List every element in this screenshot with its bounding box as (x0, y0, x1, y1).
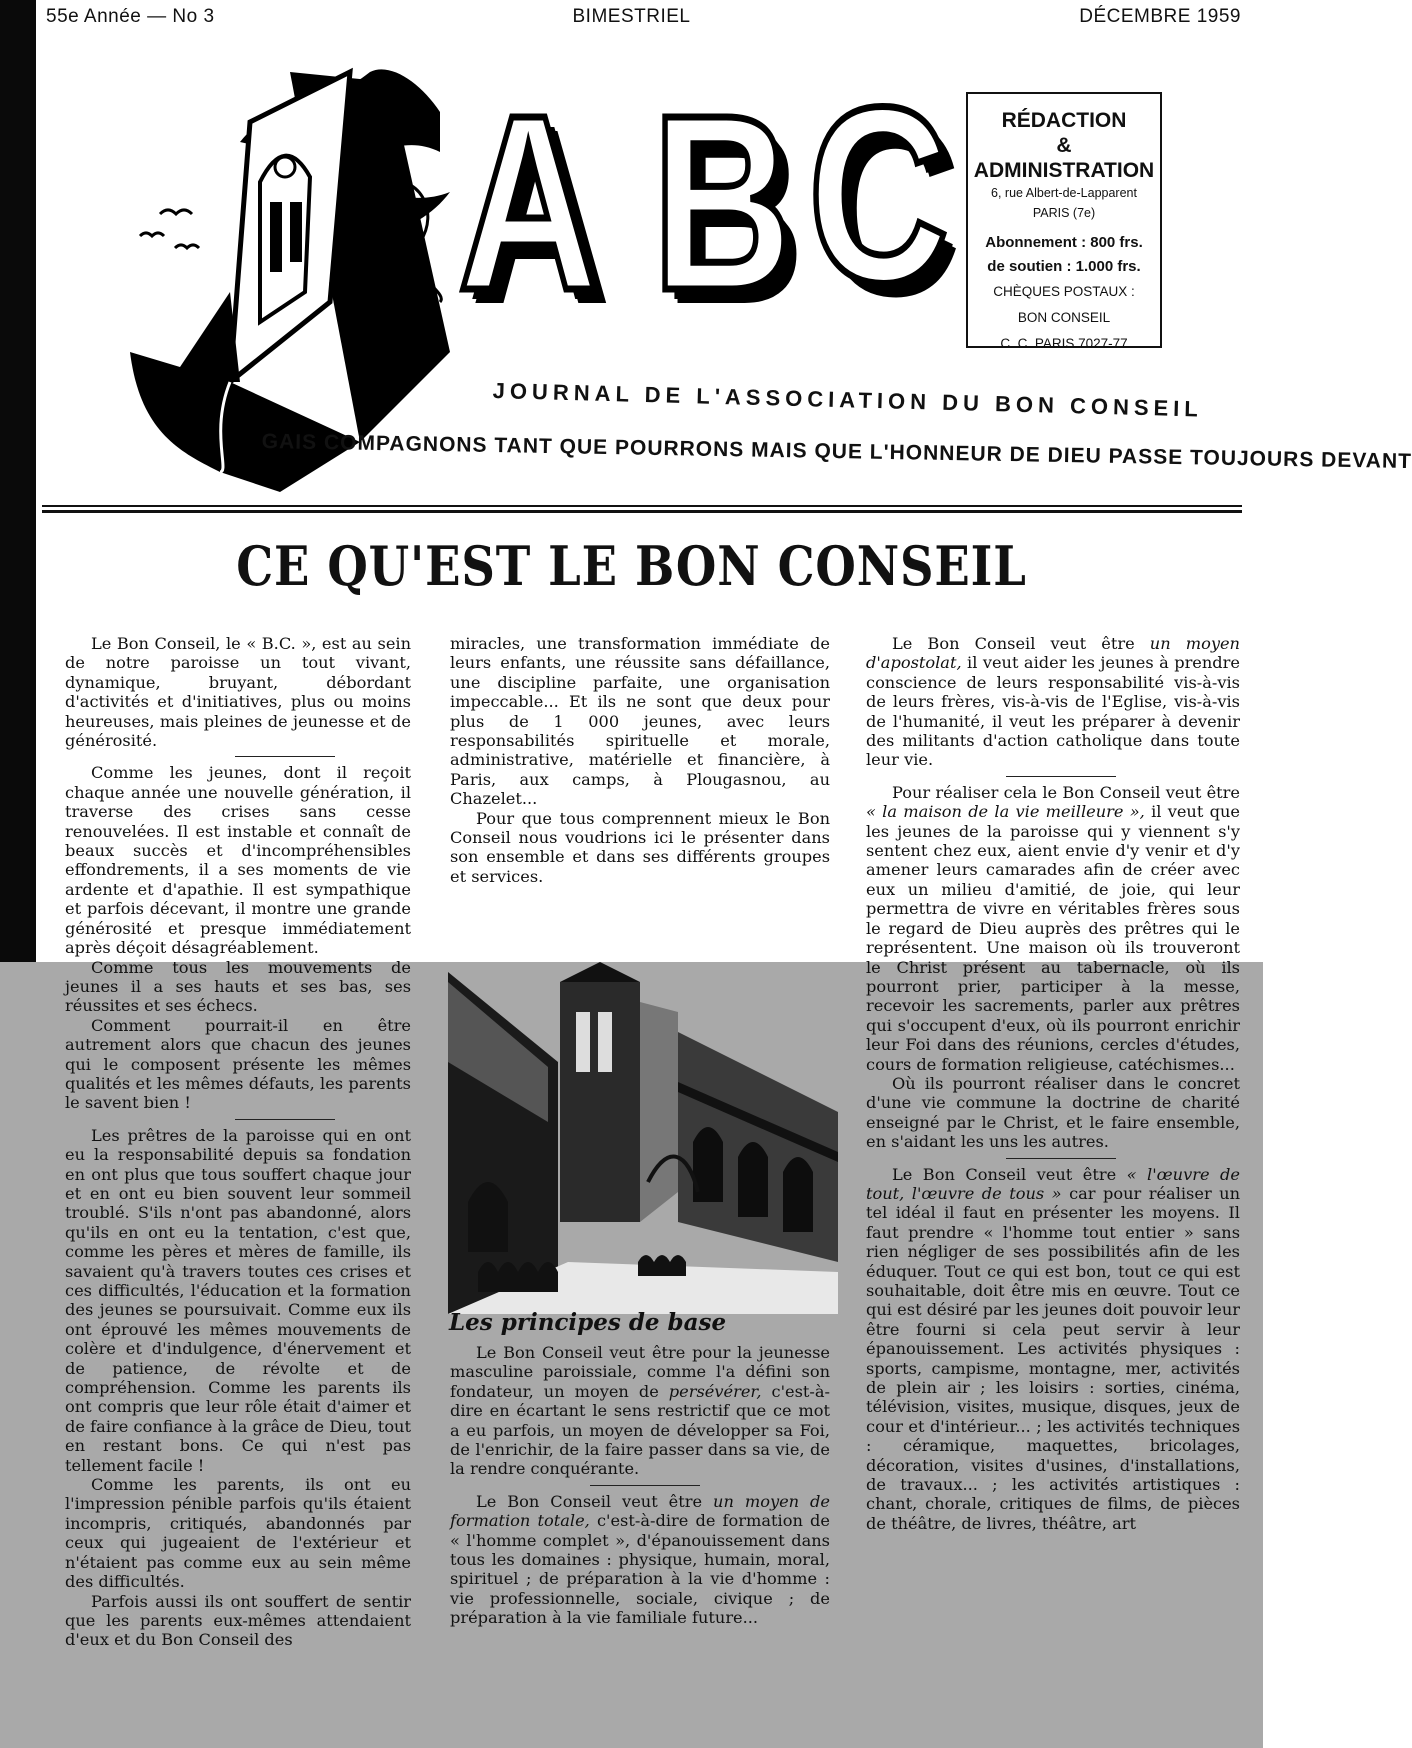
admin-city: PARIS (7e) (1032, 206, 1096, 220)
header-rule-thin (42, 505, 1242, 507)
header-rule-thick (42, 510, 1242, 513)
paragraph: Parfois aussi ils ont souffert de sentir que les parents eux-mêmes attendaient d'eux et du Bon Conseil des (65, 1591, 411, 1650)
church-courtyard-illustration (448, 942, 838, 1314)
text-run: c'est-à-dire en écartant le sens restrictif que ce mot a eu parfois, un moyen de développer sa Foi, de l'enrichir, de la faire passer dans sa vie, de la rendre conquérante. (450, 1381, 831, 1479)
administration-box (966, 92, 1162, 351)
text-run: Pour réaliser cela le Bon Conseil veut être (892, 782, 1240, 802)
column-3 (866, 634, 1240, 1533)
emphasis: persévérer, (668, 1381, 762, 1401)
logo-letter-a: A (458, 63, 599, 342)
postal-cheques-label: CHÈQUES POSTAUX : (993, 284, 1135, 299)
paragraph: Comme tous les mouvements de jeunes il a ses hauts et ses bas, ses réussites et ses échecs. (65, 957, 411, 1016)
admin-title-administration: & ADMINISTRATION (973, 134, 1155, 182)
text-run: c'est-à-dire de formation de « l'homme complet », d'épanouissement dans tous les domaines : physique, humain, moral, spirituel ; de préparation à la vie d'homme : vie professionnelle, sociale, civique ; de préparation à la vie familiale future... (450, 1511, 830, 1628)
paragraph: miracles, une transformation immédiate de leurs enfants, une réussite sans défaillance, une discipline parfaite, une organisation impeccable... Et ils ne sont que deux pour plus de 1 000 jeunes, avec leurs responsabilités spirituelle et morale, administrative, matérielle et financière, à Paris, aux camps, à Plougasnou, au Chazelet... (450, 634, 830, 809)
paragraph: Pour que tous comprennent mieux le Bon Conseil nous voudrions ici le présenter dans son ensemble et dans ses différents groupes et services. (450, 808, 830, 886)
logo-letter-b: B (652, 63, 793, 342)
text-run: Le Bon Conseil veut être (892, 634, 1135, 653)
text-run: car pour réaliser un tel idéal il faut en présenter les moyens. Il faut prendre « l'homme tout entier » sans rien négliger de ses possibilités afin de les éduquer. Tout ce qui est bon, tout ce qui est souhaitable, doit être mis en œuvre. Tout ce qui est désiré par les jeunes doit pouvoir leur être fourni si cela peut servir à leur épanouissement. Les activités physiques : sports, campisme, montagne, mer, activités de plein air ; les loisirs : sorties, cinéma, télévision, visites, musique, disques, jeux de cour et d'intérieur... ; les activités techniques : céramique, maquettes, bricolages, décoration, visites d'usines, d'installations, de travaux... ; les activités artistiques : chant, chorale, critiques de films, de pièces de théâtre, de livres, théâtre, art (866, 1183, 1241, 1533)
text-run: Le Bon Conseil veut être pour la jeunesse masculine paroissiale, comme l'a défini son fondateur, un moyen de (450, 1343, 830, 1401)
paragraph: Comment pourrait-il en être autrement alors que chacun des jeunes qui le composent présente les mêmes qualités et les mêmes défauts, les parents le savent bien ! (65, 1015, 411, 1113)
issue-date: DÉCEMBRE 1959 (1079, 6, 1241, 27)
frequency: BIMESTRIEL (572, 6, 691, 27)
motto: GAIS COMPAGNONS TANT QUE POURRONS MAIS QUE L'HONNEUR DE DIEU PASSE TOUJOURS DEVANT (261, 430, 1412, 474)
account-number: C. C. PARIS 7027-77 (1000, 336, 1128, 351)
emphasis: un moyen d'apostolat, (866, 634, 1240, 673)
text-run: il veut que les jeunes de la paroisse qui y viennent s'y sentent chez eux, aient envie d'y venir et d'y amener leurs camarades afin de créer avec eux un milieu d'amitié, de joie, qui leur permettra de vivre en véritables frères sous le regard de Dieu auprès des prêtres qui le représentent. Une maison où ils trouveront le Christ présent au tabernacle, où ils pourront prier, participer à la messe, recevoir les sacrements, parler aux prêtres qui s'occupent d'eux, où ils pourront enrichir leur Foi dans des réunions, cercles d'études, cours de formation religieuse, catéchismes... (866, 802, 1240, 1074)
separator (1006, 776, 1116, 777)
logo-letter-c: C (808, 55, 949, 334)
emphasis: un moyen de formation totale, (450, 1491, 830, 1531)
house-book-emblem (120, 52, 450, 492)
section-heading: Les principes de base (449, 1309, 727, 1336)
column-2-top (450, 634, 830, 886)
paragraph (450, 1343, 830, 1479)
text-run: Le Bon Conseil veut être (892, 1164, 1117, 1184)
paragraph: Comme les parents, ils ont eu l'impression pénible parfois qu'ils étaient incompris, critiqués, abandonnés par ceux qui jugeaient de l'extérieur et n'étaient pas comme eux au sein même des difficultés. (65, 1475, 411, 1592)
column-1 (65, 634, 411, 1650)
journal-subtitle: JOURNAL DE L'ASSOCIATION DU BON CONSEIL (492, 378, 1204, 422)
subscription-price: Abonnement : 800 frs. (985, 234, 1143, 251)
paragraph: Les prêtres de la paroisse qui en ont eu la responsabilité depuis sa fondation en ont plus que tous souffert chaque jour et en ont eu bien souvent leur sommeil troublé. S'ils n'ont pas abandonné, alors qu'ils en ont eu la tentation, c'est que, comme les pères et mères de famille, ils savaient qu'à travers toutes ces crises et ces difficultés, l'éducation et la formation des jeunes se poursuivait. Comme eux ils ont éprouvé les mêmes mouvements de colère et d'indulgence, d'énervement et de patience, de révolte et de compréhension. Comme les parents ils ont compris que leur rôle était d'aimer et de faire confiance à la grâce de Dieu, tout en restant bons. Ce qui n'est pas tellement facile ! (65, 1125, 411, 1475)
paragraph: Comme les jeunes, dont il reçoit chaque année une nouvelle génération, il traverse des crises sans cesse renouvelées. Il est instable et connaît de beaux succès et d'incompréhensibles effondrements, il a ses moments de vie ardente et d'apathie. Il est sympathique et parfois décevant, il montre une grande générosité et presque immédiatement après déçoit désagréablement. (65, 763, 411, 958)
paragraph: Où ils pourront réaliser dans le concret d'une vie commune la doctrine de charité enseigné par le Christ, et le faire ensemble, en s'aidant les uns les autres. (866, 1073, 1240, 1152)
issue-number: 55e Année — No 3 (46, 6, 215, 27)
emphasis: « la maison de la vie meilleure », (866, 802, 1145, 822)
separator (1006, 1158, 1116, 1159)
paragraph (866, 783, 1240, 1074)
paragraph (450, 1492, 830, 1628)
paragraph: Le Bon Conseil, le « B.C. », est au sein de notre paroisse un tout vivant, dynamique, bruyant, débordant d'activités et d'initiatives, plus ou moins heureuses, mais pleines de jeunesse et de générosité. (65, 634, 411, 751)
text-run: il veut aider les jeunes à prendre conscience de leurs responsabilité vis-à-vis de leurs frères, vis-à-vis de l'Eglise, vis-à-vis de l'humanité, il veut les préparer à devenir des militants d'action catholique dans toute leur vie. (866, 653, 1240, 770)
separator (235, 1119, 335, 1120)
admin-address: 6, rue Albert-de-Lapparent (991, 186, 1137, 200)
support-price: de soutien : 1.000 frs. (987, 258, 1141, 275)
column-2-bottom (450, 1343, 830, 1628)
paragraph (866, 634, 1240, 770)
article-title: CE QU'EST LE BON CONSEIL (236, 534, 1027, 598)
text-run: Le Bon Conseil veut être (476, 1491, 703, 1511)
account-name: BON CONSEIL (1017, 310, 1111, 325)
separator (235, 756, 335, 757)
separator (590, 1485, 700, 1486)
paragraph (866, 1165, 1240, 1534)
admin-title-redaction: RÉDACTION (1001, 109, 1127, 132)
emphasis: « l'œuvre de tout, l'œuvre de tous » (866, 1164, 1240, 1203)
